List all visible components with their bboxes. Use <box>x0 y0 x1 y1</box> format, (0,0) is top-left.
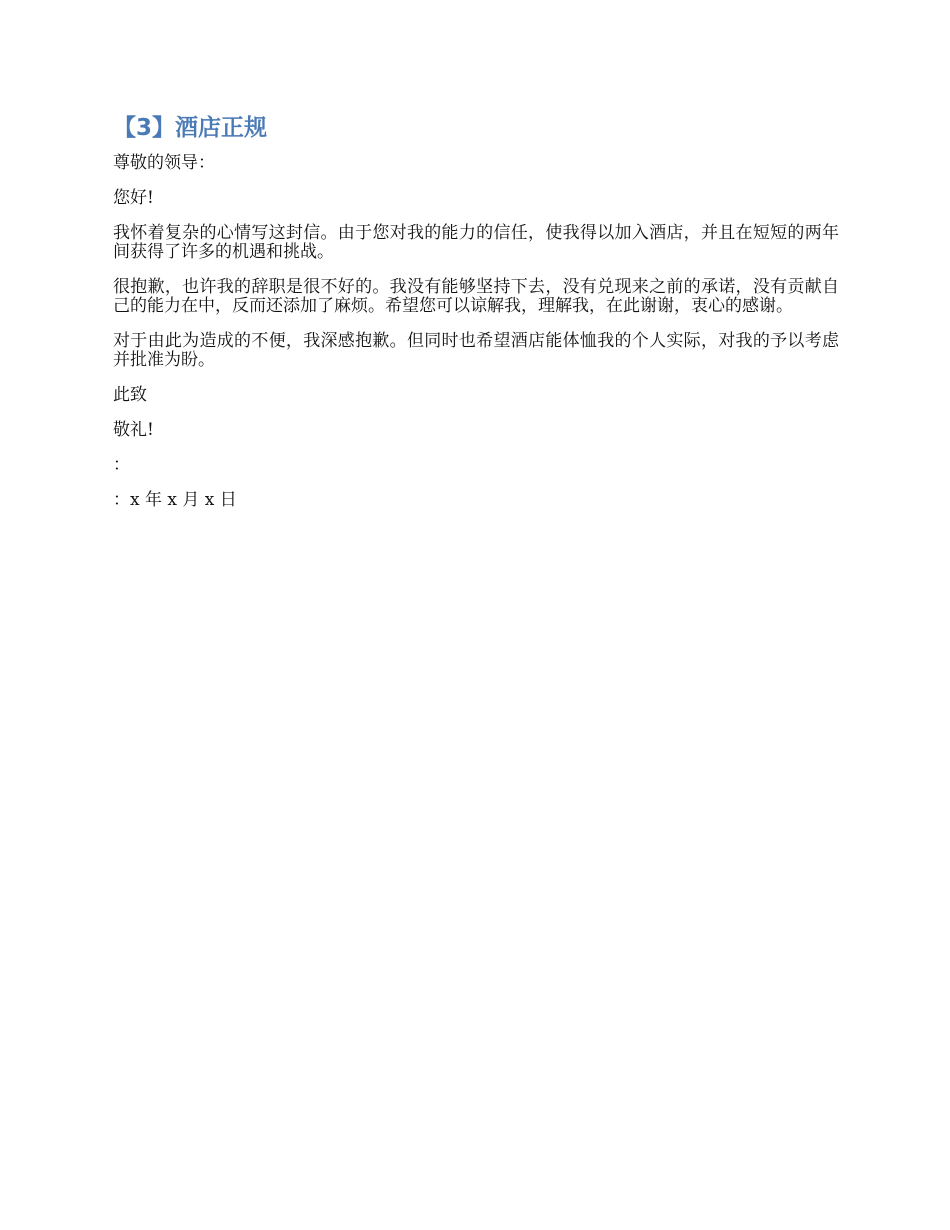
date-line: ：x 年 x 月 x 日 <box>113 490 237 510</box>
signature-line: ： <box>113 455 130 475</box>
greeting: 您好! <box>113 188 154 208</box>
closing-line-1: 此致 <box>113 385 147 405</box>
salutation: 尊敬的领导： <box>113 153 215 173</box>
letter-body <box>113 112 839 526</box>
document-title: 【3】酒店正规 <box>113 115 268 141</box>
paragraph-3: 对于由此为造成的不便，我深感抱歉。但同时也希望酒店能体恤我的个人实际，对我的予以考虑并批准为盼。 <box>113 331 839 370</box>
paragraph-1: 我怀着复杂的心情写这封信。由于您对我的能力的信任，使我得以加入酒店，并且在短短的两年间获得了许多的机遇和挑战。 <box>113 223 839 262</box>
paragraph-2: 很抱歉，也许我的辞职是很不好的。我没有能够坚持下去，没有兑现来之前的承诺，没有贡献自己的能力在中，反而还添加了麻烦。希望您可以谅解我，理解我，在此谢谢，衷心的感谢。 <box>113 277 839 316</box>
closing-line-2: 敬礼! <box>113 420 154 440</box>
